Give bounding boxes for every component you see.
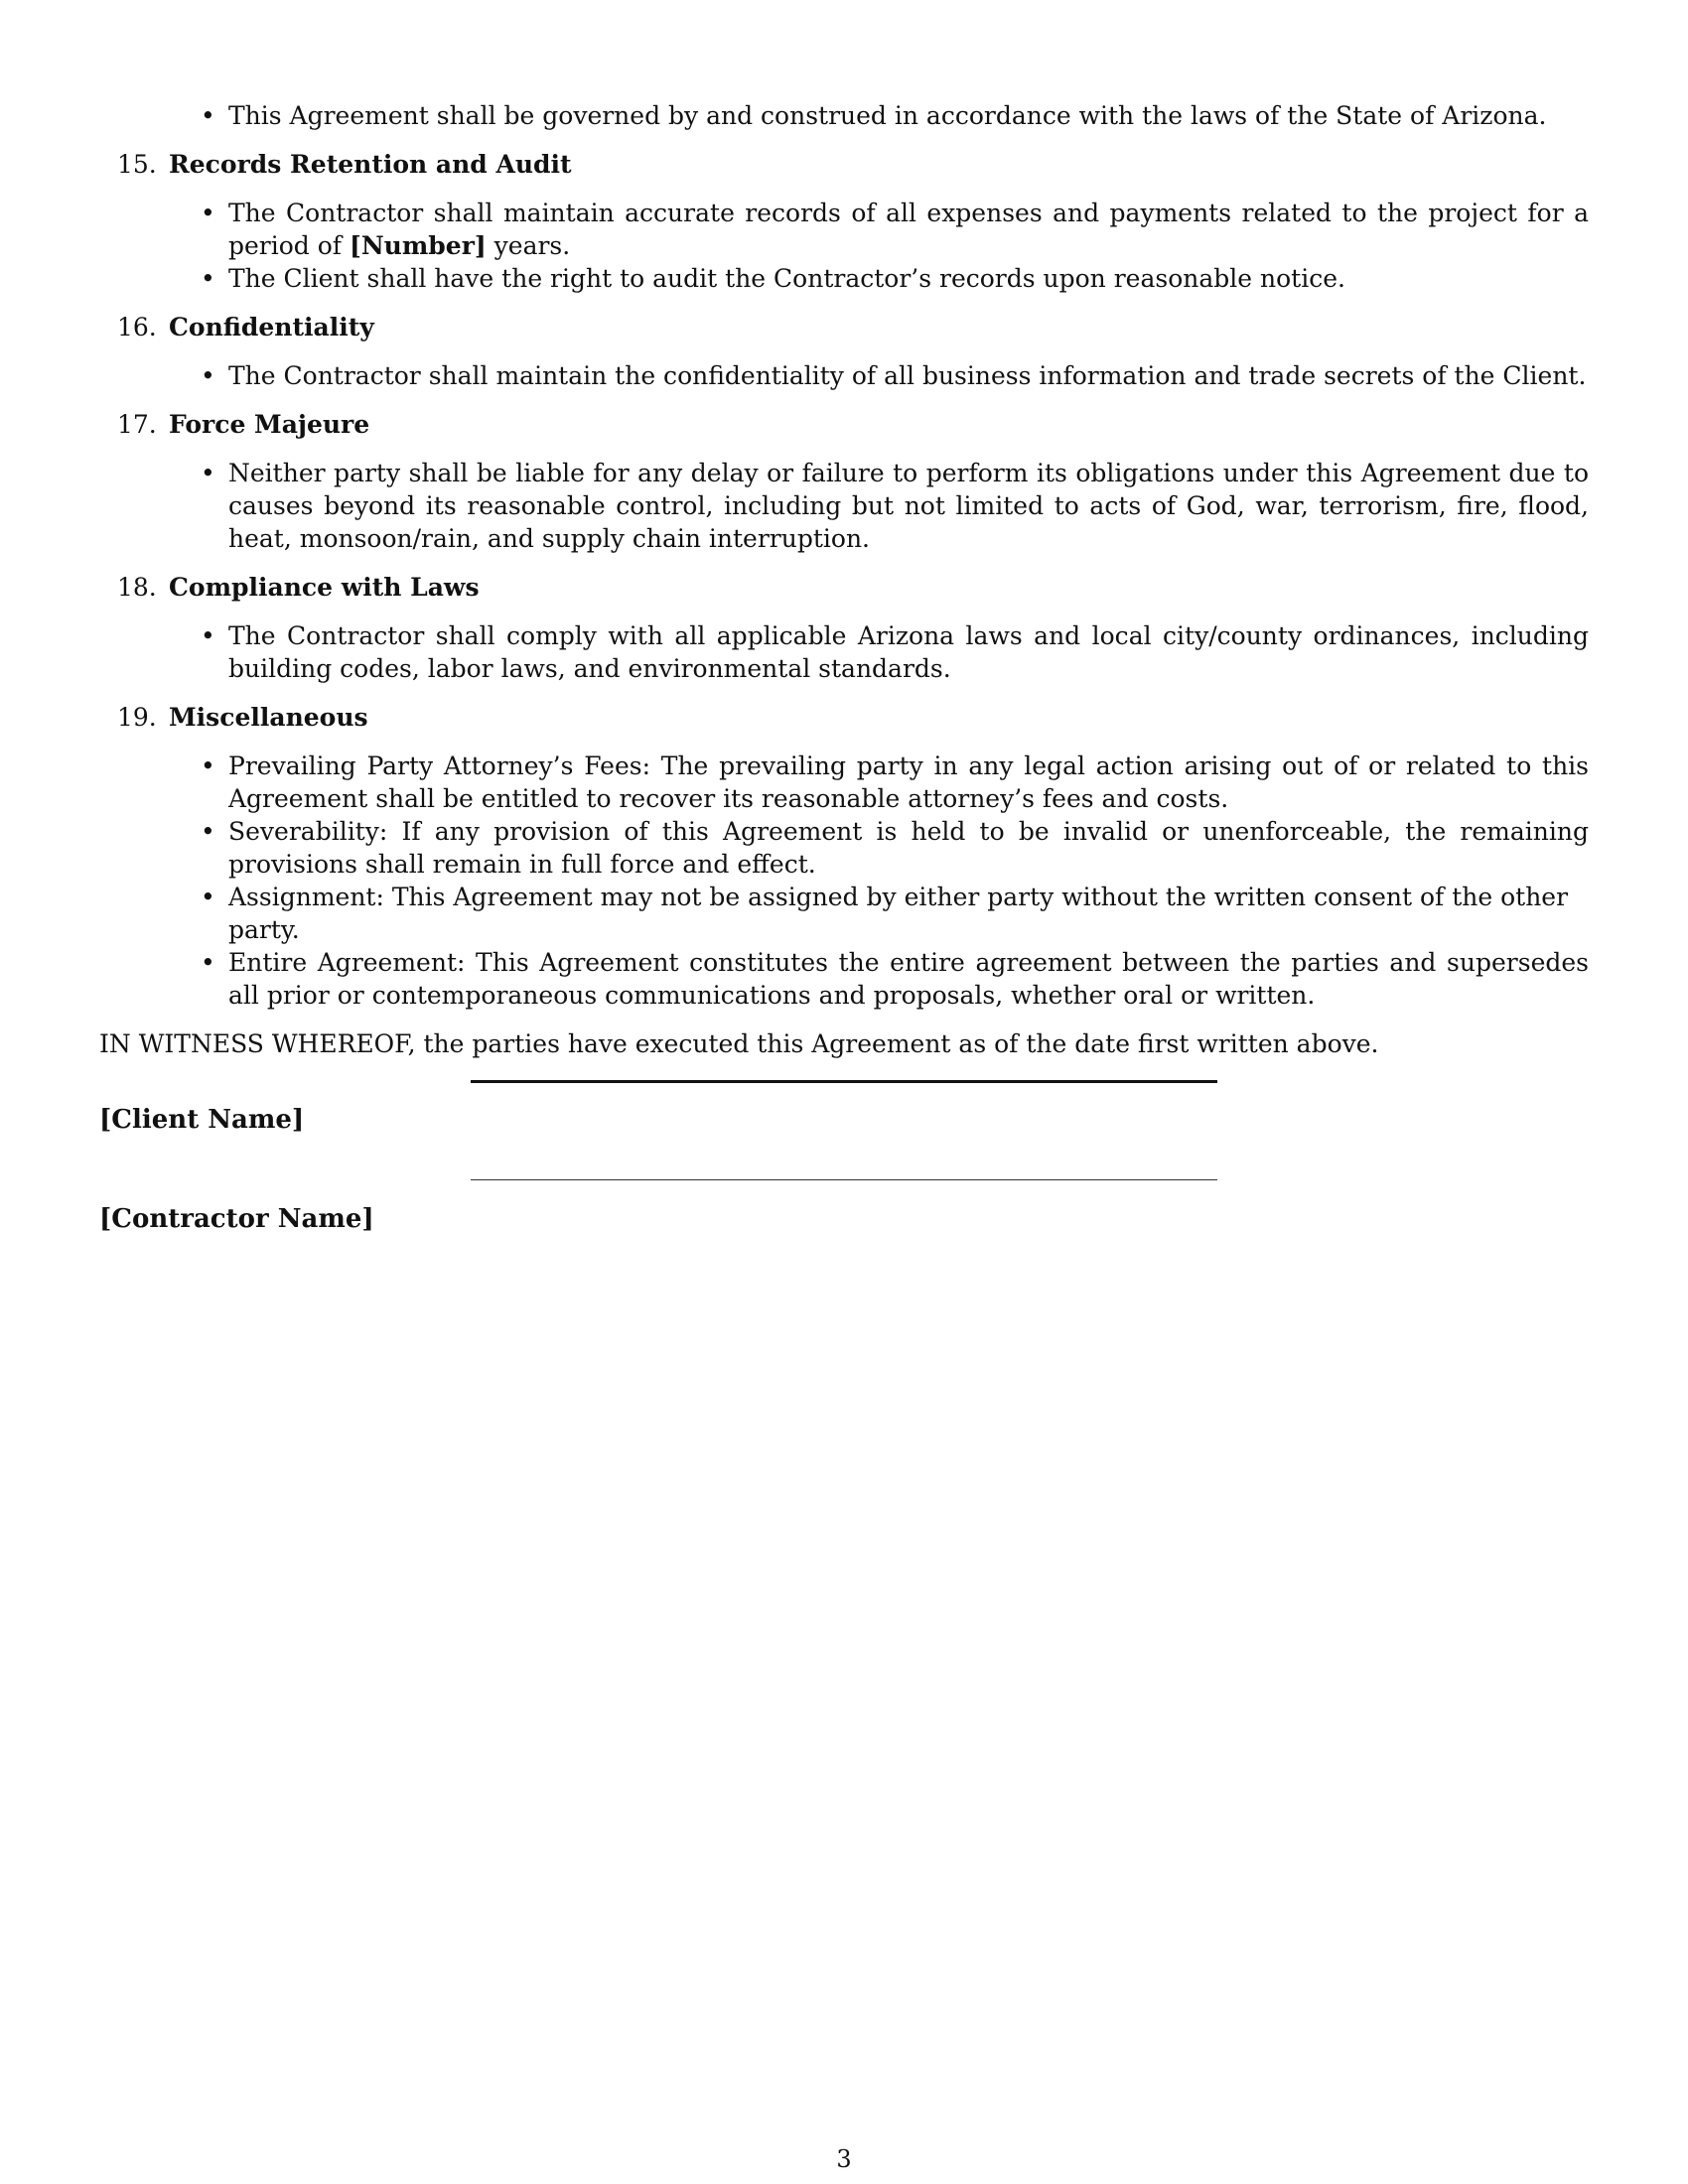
list-item-text: Entire Agreement: This Agreement constitutes the entire agreement between the parties and supersedes all prior or contemporaneous communications and proposals, whether oral or written.: [228, 948, 1589, 1010]
bullet-icon: •: [201, 883, 215, 911]
contractor-signature-line[interactable]: [471, 1179, 1217, 1180]
section-title: Force Majeure: [169, 410, 370, 439]
section-title: Compliance with Laws: [169, 573, 480, 602]
section-title: Miscellaneous: [169, 703, 368, 732]
section-title: Records Retention and Audit: [169, 150, 572, 179]
list-item: [99, 99, 1589, 132]
list-item: [99, 619, 1589, 685]
section-number: 15.: [117, 150, 157, 179]
list-item-text: The Client shall have the right to audit the Contractor’s records upon reasonable notice.: [228, 264, 1345, 293]
section-number: 17.: [117, 410, 157, 439]
list-item: [99, 197, 1589, 262]
list-item-text: The Contractor shall comply with all applicable Arizona laws and local city/county ordinances, including building codes, labor laws, and environmental standards.: [228, 621, 1589, 683]
section-heading: [99, 408, 1589, 441]
section-list: [99, 457, 1589, 555]
list-item: [99, 750, 1589, 815]
client-name: [Client Name]: [99, 1105, 305, 1135]
document-page: [99, 99, 1589, 1060]
bullet-icon: •: [201, 361, 215, 390]
page-number: 3: [836, 2145, 852, 2173]
list-item-text: Prevailing Party Attorney’s Fees: The prevailing party in any legal action arising out of or related to this Agreement shall be entitled to recover its reasonable attorney’s fees and costs.: [228, 751, 1589, 813]
section-heading: [99, 701, 1589, 734]
section-number: 19.: [117, 703, 157, 732]
bullet-icon: •: [201, 751, 215, 780]
bullet-icon: •: [201, 459, 215, 487]
bullet-icon: •: [201, 817, 215, 846]
client-signature-line[interactable]: [471, 1080, 1217, 1083]
list-item-text: The Contractor shall maintain accurate records of all expenses and payments related to the project for a period of: [228, 199, 1589, 260]
section-list: [99, 359, 1589, 392]
list-item-text: years.: [486, 231, 571, 260]
list-item: [99, 815, 1589, 881]
list-item-text: Severability: If any provision of this Agreement is held to be invalid or unenforceable, the remaining provisions shall remain in full force and effect.: [228, 817, 1589, 879]
section-number: 16.: [117, 313, 157, 341]
placeholder-number: [Number]: [350, 231, 487, 260]
governing-law-list: [99, 99, 1589, 132]
section-number: 18.: [117, 573, 157, 602]
list-item-text: Neither party shall be liable for any delay or failure to perform its obligations under this Agreement due to causes beyond its reasonable control, including but not limited to acts of God, war, terrorism, fire, flood, heat, monsoon/rain, and supply chain interruption.: [228, 459, 1589, 553]
bullet-icon: •: [201, 101, 215, 130]
section-list: [99, 619, 1589, 685]
bullet-icon: •: [201, 948, 215, 977]
list-item: [99, 457, 1589, 555]
section-title: Confidentiality: [169, 313, 374, 341]
list-item-text: The Contractor shall maintain the confidentiality of all business information and trade secrets of the Client.: [228, 361, 1587, 390]
section-heading: [99, 571, 1589, 604]
bullet-icon: •: [201, 199, 215, 227]
list-item: [99, 946, 1589, 1012]
list-item-text: Assignment: This Agreement may not be assigned by either party without the written consent of the other party.: [228, 883, 1569, 944]
section-heading: [99, 148, 1589, 181]
section-list: [99, 197, 1589, 295]
list-item: [99, 359, 1589, 392]
bullet-icon: •: [201, 264, 215, 293]
bullet-icon: •: [201, 621, 215, 650]
section-list: [99, 750, 1589, 1012]
list-item: [99, 881, 1589, 946]
contractor-name: [Contractor Name]: [99, 1204, 374, 1234]
list-item: [99, 262, 1589, 295]
list-item-text: This Agreement shall be governed by and construed in accordance with the laws of the State of Arizona.: [228, 101, 1547, 130]
section-heading: [99, 311, 1589, 343]
witness-statement: IN WITNESS WHEREOF, the parties have executed this Agreement as of the date first written above.: [99, 1029, 1379, 1058]
